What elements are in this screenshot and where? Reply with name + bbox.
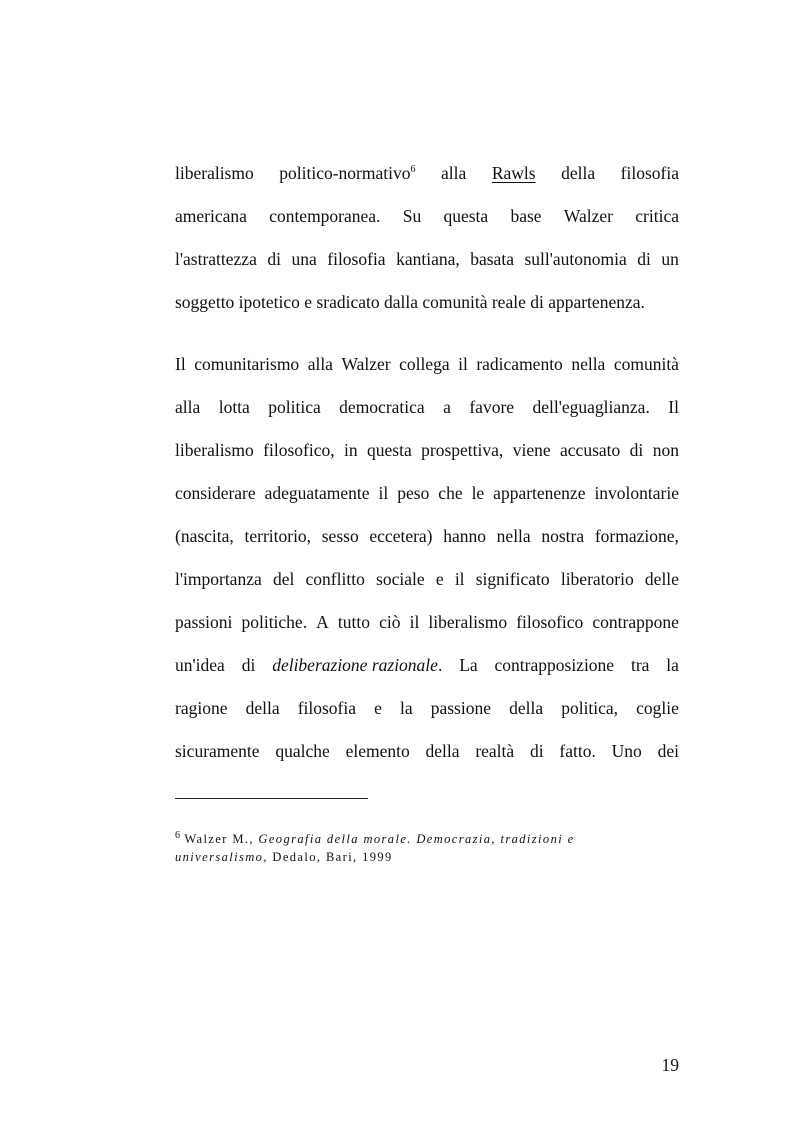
word: politico-normativo — [279, 163, 411, 183]
text-line — [175, 526, 679, 546]
footnote-title: Geografia della morale. Democrazia, tradizioni e — [258, 832, 575, 846]
word: appartenenze — [493, 483, 586, 503]
footnote-publisher: , Dedalo, Bari, 1999 — [263, 850, 393, 864]
word: nostra — [541, 526, 585, 546]
word: peso — [397, 483, 430, 503]
word: l'importanza — [175, 569, 262, 589]
word: americana — [175, 206, 247, 226]
page-number: 19 — [661, 1055, 679, 1075]
word: ciò — [379, 612, 401, 632]
word: comunità — [613, 354, 679, 374]
word: collega — [399, 354, 450, 374]
word: liberatorio — [560, 569, 634, 589]
word: passione — [430, 698, 491, 718]
word: adeguatamente — [264, 483, 370, 503]
word: del — [272, 569, 295, 589]
text-line — [175, 163, 679, 183]
word: La — [459, 655, 478, 675]
word: critica — [635, 206, 679, 226]
word: Il — [668, 397, 679, 417]
word: dell'eguaglianza. — [532, 397, 650, 417]
word: di — [267, 249, 281, 269]
word: elemento — [345, 741, 410, 761]
word: delle — [644, 569, 679, 589]
word: della — [509, 698, 544, 718]
word: ragione — [175, 698, 228, 718]
word: una — [291, 249, 317, 269]
word: realtà — [475, 741, 515, 761]
word: Walzer — [341, 354, 391, 374]
word: filosofia — [297, 698, 357, 718]
word: sull'autonomia — [524, 249, 627, 269]
word: filosofia — [327, 249, 386, 269]
text-line — [175, 655, 679, 675]
text-line-last: soggetto ipotetico e sradicato dalla comunità reale di appartenenza. — [175, 292, 645, 312]
word: lotta — [218, 397, 250, 417]
word: filosofico, — [263, 440, 335, 460]
punctuation: . — [437, 655, 443, 675]
word-with-footnote-ref — [279, 163, 415, 183]
word: sociale — [376, 569, 425, 589]
word: alla — [307, 354, 333, 374]
word: e — [435, 569, 444, 589]
text-line — [175, 741, 679, 761]
word: in — [344, 440, 358, 460]
word: politica — [268, 397, 321, 417]
word: politica, — [561, 698, 619, 718]
word: qualche — [275, 741, 330, 761]
text-line — [175, 354, 679, 374]
word: coglie — [636, 698, 679, 718]
word: conflitto — [305, 569, 365, 589]
word: alla — [441, 163, 467, 183]
word: contemporanea. — [269, 206, 381, 226]
word: dei — [657, 741, 679, 761]
word: tra — [630, 655, 650, 675]
word: prospettiva, — [421, 440, 504, 460]
italic-text: deliberazione razionale — [272, 655, 438, 675]
word: un'idea — [175, 655, 225, 675]
rawls-link[interactable]: Rawls — [491, 163, 536, 183]
word: contrappone — [592, 612, 679, 632]
word: involontarie — [594, 483, 679, 503]
word: un — [661, 249, 679, 269]
word: considerare — [175, 483, 256, 503]
text-line — [175, 249, 679, 269]
footnote-author: Walzer M., — [184, 832, 254, 846]
word: nella — [571, 354, 606, 374]
footnote-line-2 — [175, 849, 679, 865]
text-line — [175, 698, 679, 718]
footnote-separator — [175, 798, 368, 799]
text-line — [175, 397, 679, 417]
word: comunitarismo — [194, 354, 300, 374]
word: tutto — [337, 612, 370, 632]
emphasis-phrase — [272, 655, 442, 675]
word: sesso — [321, 526, 359, 546]
word: radicamento — [476, 354, 563, 374]
word: (nascita, — [175, 526, 234, 546]
word: di — [529, 741, 544, 761]
word: l'astrattezza — [175, 249, 257, 269]
word: di — [637, 249, 651, 269]
word: significato — [475, 569, 550, 589]
word: basata — [470, 249, 514, 269]
word: viene — [512, 440, 551, 460]
word: nella — [496, 526, 531, 546]
word: fatto. — [559, 741, 596, 761]
word: la — [399, 698, 413, 718]
word: kantiana, — [396, 249, 460, 269]
footnote-number: 6 — [175, 830, 180, 841]
word: eccetera) — [369, 526, 433, 546]
word: questa — [443, 206, 489, 226]
word: A — [316, 612, 329, 632]
word: formazione, — [594, 526, 679, 546]
word: Su — [402, 206, 422, 226]
word: Uno — [611, 741, 642, 761]
text-line — [175, 569, 679, 589]
word: il — [378, 483, 389, 503]
word: a — [443, 397, 451, 417]
word: il — [458, 354, 468, 374]
word: alla — [175, 397, 201, 417]
word: territorio, — [244, 526, 312, 546]
text-line — [175, 612, 679, 632]
word: liberalismo — [175, 163, 254, 183]
word: passioni — [175, 612, 233, 632]
word: di — [629, 440, 644, 460]
word: che — [438, 483, 463, 503]
word: hanno — [443, 526, 486, 546]
word: il — [454, 569, 465, 589]
word: sicuramente — [175, 741, 260, 761]
word: contrapposizione — [494, 655, 615, 675]
word: accusato — [560, 440, 621, 460]
word: Il — [175, 354, 186, 374]
word: filosofia — [620, 163, 679, 183]
word: questa — [367, 440, 412, 460]
footnote-reference[interactable]: 6 — [410, 164, 416, 175]
footnote-title-cont: universalismo — [175, 850, 264, 864]
word: politiche. — [241, 612, 308, 632]
word: non — [652, 440, 679, 460]
word: e — [374, 698, 382, 718]
word: la — [666, 655, 679, 675]
text-line — [175, 206, 679, 226]
word: filosofico — [516, 612, 584, 632]
word: base — [510, 206, 542, 226]
word: della — [245, 698, 280, 718]
word: il — [409, 612, 420, 632]
word: della — [561, 163, 596, 183]
word: liberalismo — [428, 612, 508, 632]
footnote-line-1 — [175, 828, 679, 847]
text-line — [175, 440, 679, 460]
word: favore — [469, 397, 515, 417]
word: Walzer — [563, 206, 613, 226]
word: liberalismo — [175, 440, 254, 460]
word: della — [425, 741, 460, 761]
text-line — [175, 483, 679, 503]
word: democratica — [339, 397, 425, 417]
word: le — [471, 483, 485, 503]
word: di — [241, 655, 256, 675]
